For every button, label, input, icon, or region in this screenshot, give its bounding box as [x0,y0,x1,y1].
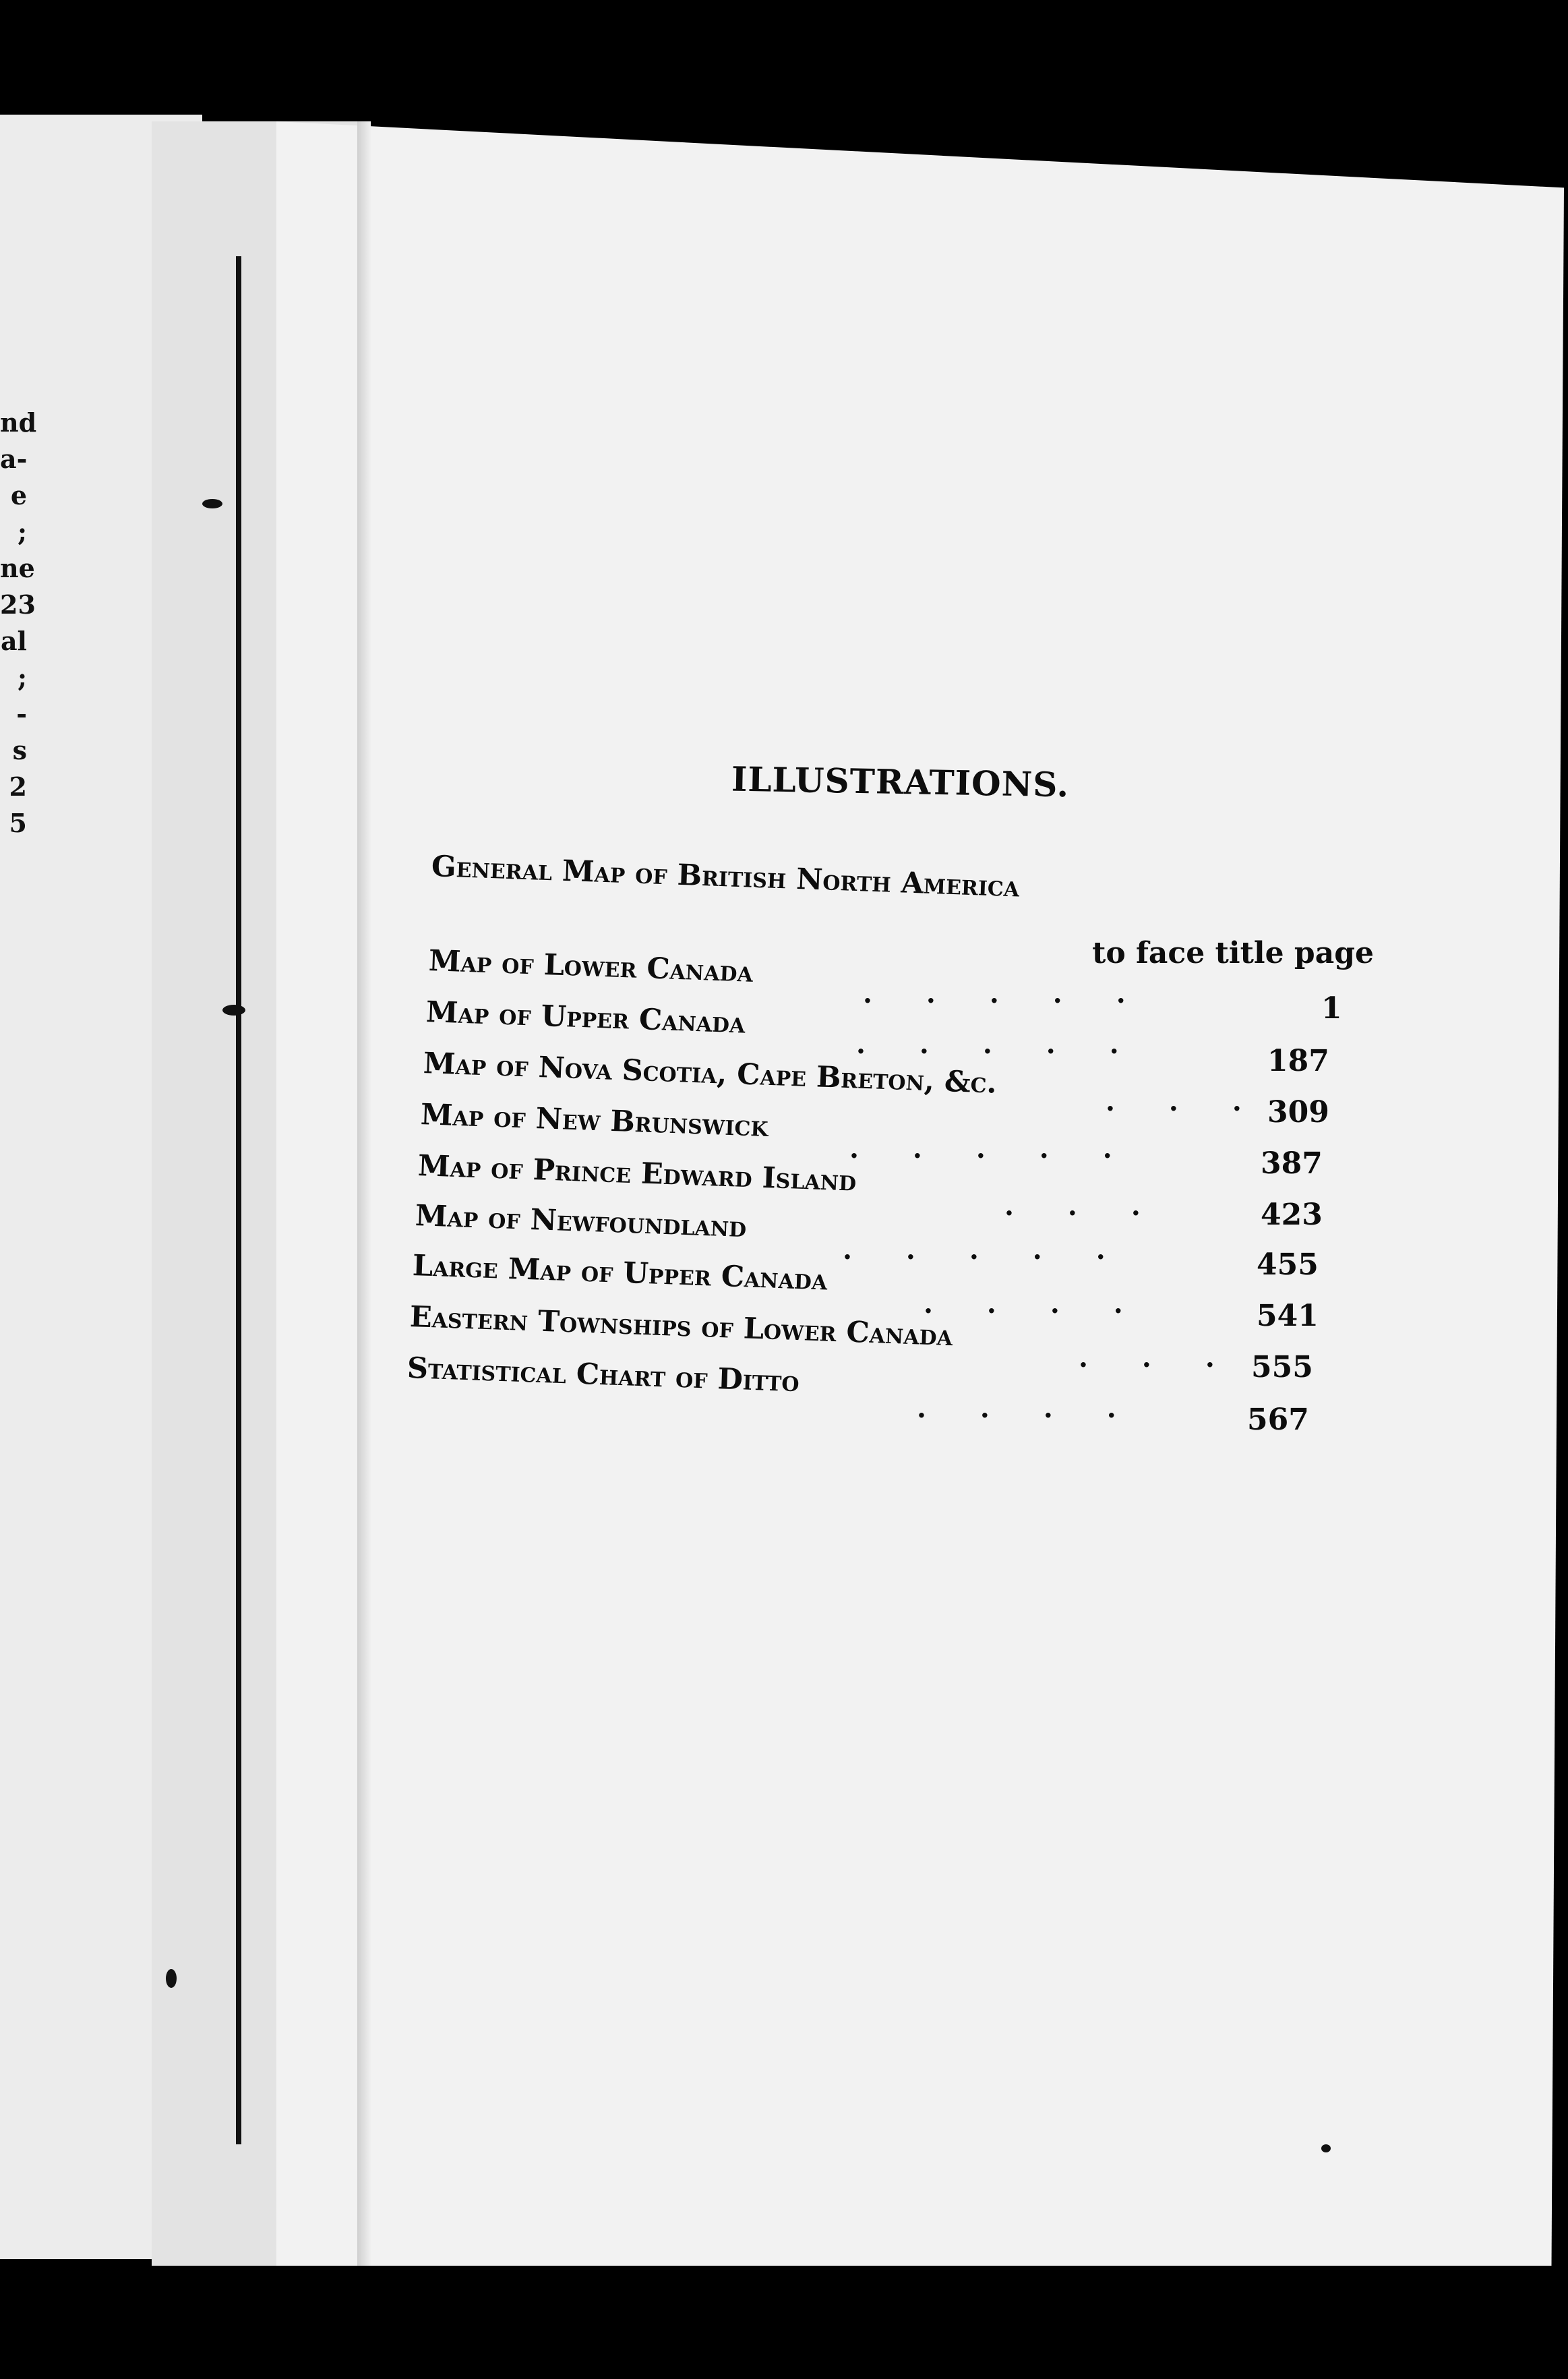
ink-speck [166,1969,177,1988]
page-fold-shadow [357,121,371,2279]
entry-title: Map of Upper Canada [425,995,746,1040]
scan-border [0,2266,1568,2379]
edge-fragment: e ; [10,480,27,547]
ink-speck [1321,2144,1331,2152]
leader-dots: .... [924,1288,1177,1320]
entry-title: Map of New Brunswick [420,1098,769,1144]
illustrations-heading: ILLUSTRATIONS. [731,759,1070,805]
entry-page-number: 187 [1267,1044,1329,1078]
entry-title: Map of Nova Scotia, Cape Breton, &c. [423,1047,998,1100]
entry-title: Map of Newfoundland [415,1199,748,1245]
edge-fragment: nd [0,407,37,438]
edge-fragment: ; [17,662,27,693]
general-map-note: to face title page [1092,936,1374,970]
entry-page-number: 555 [1251,1350,1313,1384]
leader-dots: ..... [849,1133,1166,1165]
general-map-title: General Map of British North America [431,850,1020,904]
binding-thread-line [236,256,241,2144]
leader-dots: ... [1004,1190,1195,1222]
edge-fragment: 5 [9,808,27,838]
leader-dots: ..... [863,978,1180,1009]
leader-dots: ... [1079,1342,1269,1374]
left-page-text-fragments [0,405,40,836]
edge-fragment: a- [0,444,28,474]
entry-page-number: 541 [1257,1299,1319,1333]
ink-speck [202,499,222,508]
entry-page-number: 1 [1321,991,1342,1026]
entry-page-number: 423 [1261,1198,1323,1232]
leader-dots: .... [917,1392,1170,1424]
entry-page-number: 567 [1247,1403,1309,1437]
edge-fragment: s [12,735,27,765]
edge-fragment: al [0,626,27,656]
edge-fragment: 2 [9,771,27,802]
edge-fragment: ne [0,553,35,583]
edge-fragment: - [16,699,27,729]
entry-title: Statistical Chart of Ditto [406,1351,800,1399]
entry-title: Map of Prince Edward Island [417,1149,857,1198]
entry-page-number: 455 [1257,1247,1319,1282]
entry-page-number: 309 [1267,1095,1329,1129]
leader-dots: ... [1106,1086,1296,1117]
entry-title: Large Map of Upper Canada [412,1249,828,1297]
leader-dots: ..... [856,1028,1173,1060]
entry-title: Eastern Townships of Lower Canada [409,1300,953,1353]
entry-page-number: 387 [1261,1146,1323,1181]
leader-dots: ..... [843,1234,1159,1266]
ink-speck [222,1005,245,1016]
edge-fragment: 23 [0,589,36,620]
entry-title: Map of Lower Canada [428,944,754,989]
